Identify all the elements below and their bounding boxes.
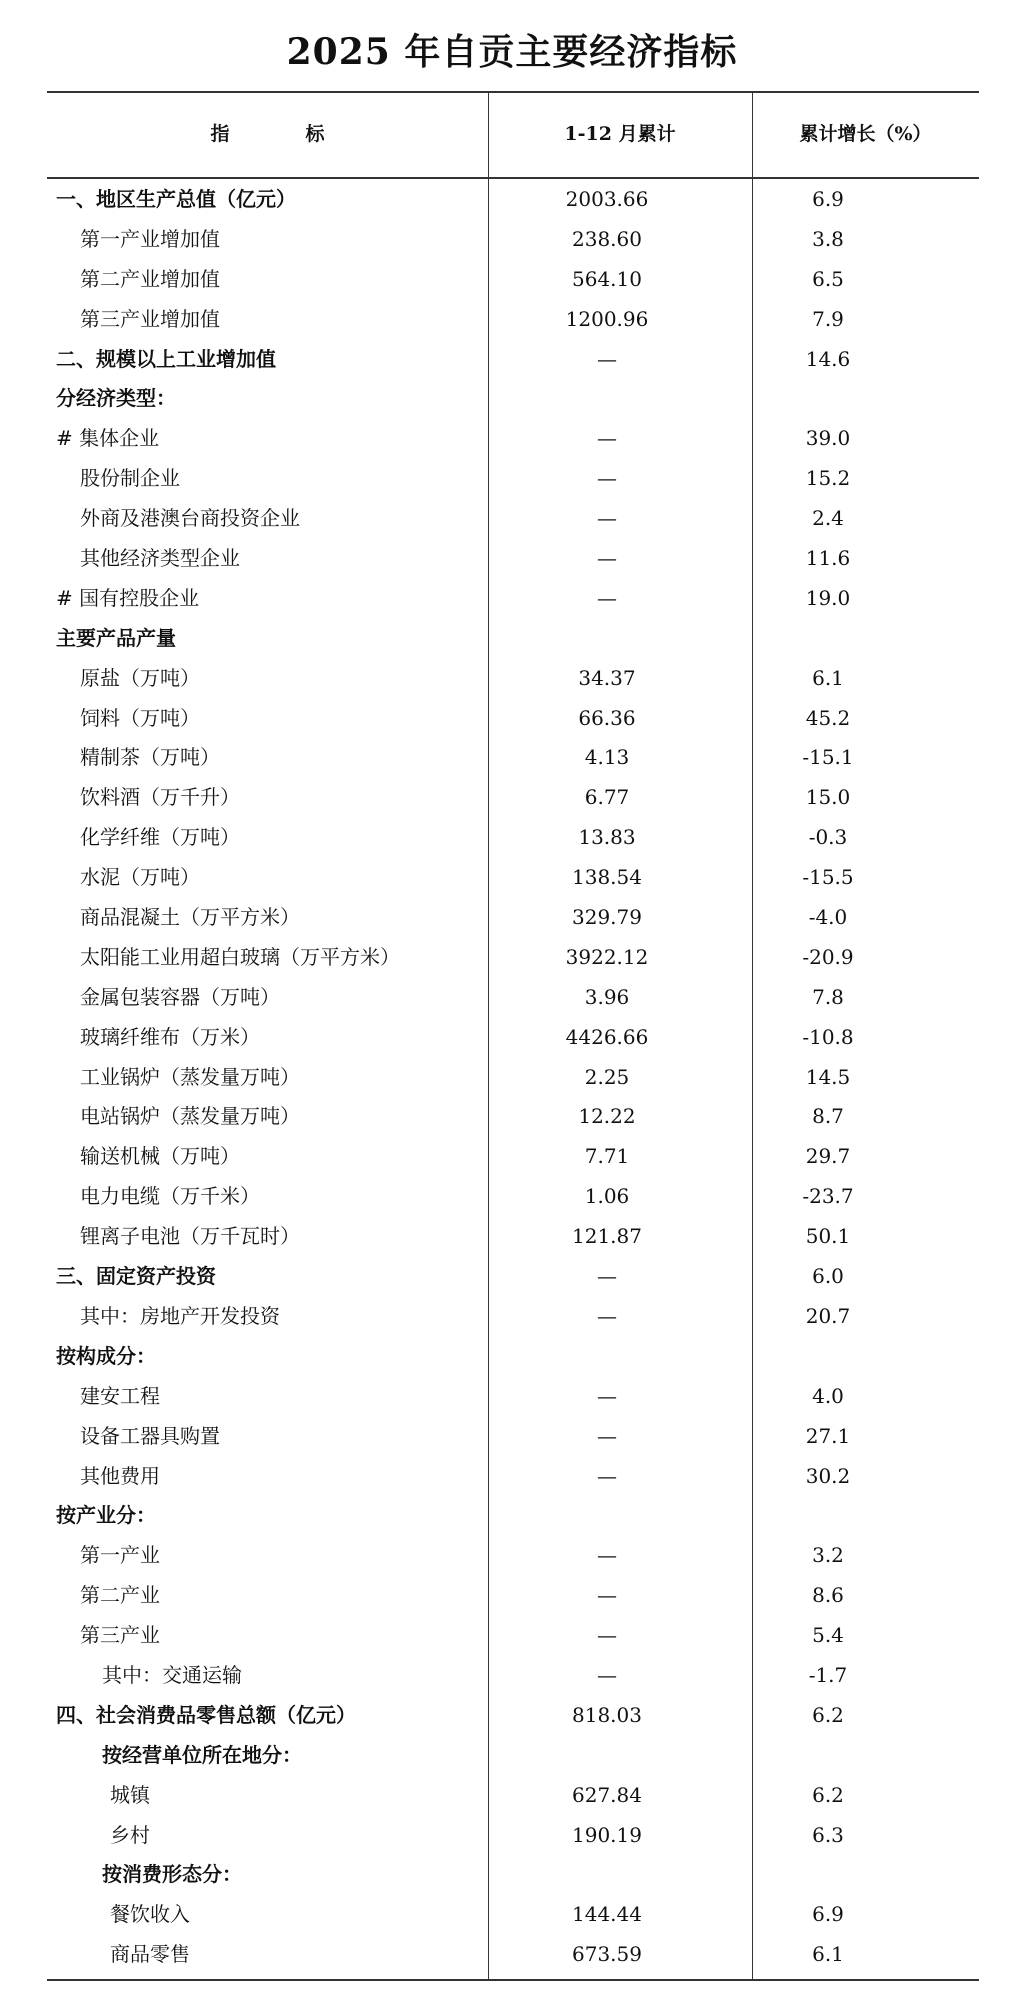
indicator-name: 电力电缆（万千米） xyxy=(80,1184,260,1209)
growth-value: 7.8 xyxy=(812,984,844,1009)
table-row xyxy=(47,659,979,699)
table-row xyxy=(47,1536,979,1576)
cumulative-value: — xyxy=(597,1383,617,1408)
cumulative-value: — xyxy=(597,346,617,371)
indicator-name: 商品零售 xyxy=(110,1942,190,1967)
growth-value xyxy=(753,379,903,419)
table-row xyxy=(47,1377,979,1417)
growth-value: -20.9 xyxy=(802,944,854,969)
indicator-name: 按产业分： xyxy=(56,1503,156,1528)
growth-value: 5.4 xyxy=(812,1623,844,1648)
table-row xyxy=(47,1935,979,1975)
growth-value xyxy=(753,1736,903,1776)
table-row xyxy=(47,978,979,1018)
indicator-name: 化学纤维（万吨） xyxy=(80,825,240,850)
page-title: 2025 年自贡主要经济指标 xyxy=(286,31,738,73)
table-row xyxy=(47,459,979,499)
table-row xyxy=(47,619,979,659)
growth-value: -4.0 xyxy=(808,905,848,930)
header-cumulative: 1-12 月累计 xyxy=(564,123,676,145)
growth-value: 6.1 xyxy=(812,1942,844,1967)
indicator-name: 股份制企业 xyxy=(80,466,180,491)
cumulative-value: 190.19 xyxy=(572,1822,642,1847)
growth-value: 6.9 xyxy=(812,187,844,211)
growth-value: -23.7 xyxy=(802,1184,854,1209)
cumulative-value: 13.83 xyxy=(578,825,636,850)
table-row xyxy=(47,1855,979,1895)
table-row xyxy=(47,1217,979,1257)
growth-value: 50.1 xyxy=(805,1224,851,1249)
growth-value: 8.6 xyxy=(812,1583,844,1608)
indicator-name: 输送机械（万吨） xyxy=(80,1144,240,1169)
cumulative-value xyxy=(487,1496,727,1536)
indicator-name: 其中：房地产开发投资 xyxy=(80,1303,280,1328)
cumulative-value: 4426.66 xyxy=(565,1024,649,1049)
growth-value: 6.9 xyxy=(812,1902,844,1927)
table-row xyxy=(47,1097,979,1137)
growth-value: 15.2 xyxy=(805,466,851,491)
cumulative-value: — xyxy=(597,1303,617,1328)
indicator-name: 分经济类型： xyxy=(56,386,176,411)
table-row xyxy=(47,699,979,739)
cumulative-value: 144.44 xyxy=(572,1902,642,1927)
growth-value: 4.0 xyxy=(812,1383,844,1408)
indicator-name: 工业锅炉（蒸发量万吨） xyxy=(80,1064,300,1089)
cumulative-value: — xyxy=(597,1264,617,1289)
cumulative-value: 1200.96 xyxy=(565,306,649,331)
cumulative-value xyxy=(487,379,727,419)
growth-value: 15.0 xyxy=(805,785,851,810)
indicator-name: 原盐（万吨） xyxy=(80,665,200,690)
table-row xyxy=(47,1058,979,1098)
indicator-name: 建安工程 xyxy=(80,1383,160,1408)
cumulative-value: 12.22 xyxy=(578,1104,636,1129)
table-row xyxy=(47,1457,979,1497)
indicator-name: 乡村 xyxy=(110,1822,150,1847)
table-row xyxy=(47,1257,979,1297)
growth-value: 39.0 xyxy=(805,426,851,451)
indicator-name: # 国有控股企业 xyxy=(56,585,200,610)
growth-value: 6.2 xyxy=(812,1702,844,1727)
cumulative-value xyxy=(487,1855,727,1895)
table-row xyxy=(47,579,979,619)
indicator-name: 其中：交通运输 xyxy=(102,1662,242,1687)
indicator-name: 饮料酒（万千升） xyxy=(80,785,240,810)
cumulative-value: 34.37 xyxy=(578,665,636,690)
cumulative-value: 1.06 xyxy=(584,1184,630,1209)
indicator-name: 第三产业增加值 xyxy=(80,306,220,331)
indicator-name: 按消费形态分： xyxy=(102,1862,242,1887)
indicator-name: 餐饮收入 xyxy=(110,1902,190,1927)
growth-value xyxy=(753,1496,903,1536)
indicator-name: 其他经济类型企业 xyxy=(80,546,240,571)
cumulative-value: 3.96 xyxy=(584,984,630,1009)
indicator-name: 主要产品产量 xyxy=(56,625,176,650)
indicator-name: 精制茶（万吨） xyxy=(80,745,220,770)
table-row xyxy=(47,1616,979,1656)
indicator-name: 第二产业增加值 xyxy=(80,266,220,291)
growth-value: 14.6 xyxy=(805,346,851,371)
indicator-name: 第一产业增加值 xyxy=(80,226,220,251)
indicator-name: 商品混凝土（万平方米） xyxy=(80,905,300,930)
indicator-name: 第三产业 xyxy=(80,1623,160,1648)
growth-value: 19.0 xyxy=(805,585,851,610)
indicator-name: 电站锅炉（蒸发量万吨） xyxy=(80,1104,300,1129)
cumulative-value: — xyxy=(597,585,617,610)
indicator-name: 水泥（万吨） xyxy=(80,865,200,890)
cumulative-value: — xyxy=(597,546,617,571)
indicator-name: 三、固定资产投资 xyxy=(56,1264,216,1289)
table-row xyxy=(47,340,979,380)
indicator-name: 一、地区生产总值（亿元） xyxy=(56,187,296,211)
indicator-name: 饲料（万吨） xyxy=(80,705,200,730)
cumulative-value: — xyxy=(597,1623,617,1648)
growth-value: 11.6 xyxy=(805,546,851,571)
growth-value: -0.3 xyxy=(808,825,848,850)
cumulative-value xyxy=(487,619,727,659)
growth-value: 29.7 xyxy=(805,1144,851,1169)
table-row xyxy=(47,1337,979,1377)
growth-value: 6.0 xyxy=(812,1264,844,1289)
indicator-name: 外商及港澳台商投资企业 xyxy=(80,506,300,531)
cumulative-value: 238.60 xyxy=(572,226,642,251)
growth-value: -15.5 xyxy=(802,865,854,890)
growth-value: 6.2 xyxy=(812,1782,844,1807)
cumulative-value: — xyxy=(597,1543,617,1568)
cumulative-value: — xyxy=(597,1662,617,1687)
cumulative-value: 627.84 xyxy=(572,1782,642,1807)
growth-value: 6.3 xyxy=(812,1822,844,1847)
growth-value xyxy=(753,619,903,659)
cumulative-value: 329.79 xyxy=(572,905,642,930)
indicator-name: 二、规模以上工业增加值 xyxy=(56,346,276,371)
indicator-name: 其他费用 xyxy=(80,1463,160,1488)
table-row xyxy=(47,1816,979,1856)
table-row xyxy=(47,818,979,858)
cumulative-value: — xyxy=(597,1463,617,1488)
cumulative-value: 7.71 xyxy=(584,1144,630,1169)
table-row xyxy=(47,419,979,459)
table-row xyxy=(47,738,979,778)
growth-value: -15.1 xyxy=(802,745,854,770)
cumulative-value: — xyxy=(597,426,617,451)
growth-value: 14.5 xyxy=(805,1064,851,1089)
cumulative-value: 138.54 xyxy=(572,865,642,890)
growth-value: 20.7 xyxy=(805,1303,851,1328)
table-row xyxy=(47,260,979,300)
growth-value: 6.1 xyxy=(812,665,844,690)
indicator-name: # 集体企业 xyxy=(56,426,160,451)
header-indicator: 指 标 xyxy=(210,123,325,145)
table-row xyxy=(47,180,979,220)
growth-value: 30.2 xyxy=(805,1463,851,1488)
growth-value: 2.4 xyxy=(812,506,844,531)
growth-value: 6.5 xyxy=(812,266,844,291)
indicator-name: 第二产业 xyxy=(80,1583,160,1608)
table-row xyxy=(47,1137,979,1177)
table-row xyxy=(47,1776,979,1816)
growth-value: 45.2 xyxy=(805,705,851,730)
indicator-name: 四、社会消费品零售总额（亿元） xyxy=(56,1702,356,1727)
growth-value: 8.7 xyxy=(812,1104,844,1129)
cumulative-value: 4.13 xyxy=(584,745,630,770)
indicator-name: 第一产业 xyxy=(80,1543,160,1568)
indicator-name: 金属包装容器（万吨） xyxy=(80,984,280,1009)
table-row xyxy=(47,1576,979,1616)
growth-value: 3.2 xyxy=(812,1543,844,1568)
cumulative-value: — xyxy=(597,1583,617,1608)
cumulative-value: 2003.66 xyxy=(565,187,649,211)
cumulative-value xyxy=(487,1337,727,1377)
indicator-name: 按构成分： xyxy=(56,1343,156,1368)
indicator-name: 按经营单位所在地分： xyxy=(102,1742,302,1767)
indicator-name: 锂离子电池（万千瓦时） xyxy=(80,1224,300,1249)
cumulative-value: — xyxy=(597,466,617,491)
table-row xyxy=(47,300,979,340)
cumulative-value: — xyxy=(597,506,617,531)
growth-value xyxy=(753,1337,903,1377)
growth-value xyxy=(753,1855,903,1895)
table-row xyxy=(47,898,979,938)
cumulative-value: 2.25 xyxy=(584,1064,630,1089)
cumulative-value: 66.36 xyxy=(578,705,636,730)
table-row xyxy=(47,539,979,579)
table-row xyxy=(47,379,979,419)
growth-value: 7.9 xyxy=(812,306,844,331)
cumulative-value: 564.10 xyxy=(572,266,642,291)
indicator-table xyxy=(47,180,979,1975)
cumulative-value: 121.87 xyxy=(572,1224,642,1249)
table-row xyxy=(47,1656,979,1696)
header-growth: 累计增长（%） xyxy=(799,123,932,145)
indicator-name: 设备工器具购置 xyxy=(80,1423,220,1448)
indicator-name: 城镇 xyxy=(110,1782,150,1807)
cumulative-value: 673.59 xyxy=(572,1942,642,1967)
table-row xyxy=(47,1895,979,1935)
table-row xyxy=(47,778,979,818)
table-row xyxy=(47,1496,979,1536)
table-row xyxy=(47,1736,979,1776)
growth-value: -10.8 xyxy=(802,1024,854,1049)
indicator-name: 玻璃纤维布（万米） xyxy=(80,1024,260,1049)
table-row xyxy=(47,1297,979,1337)
growth-value: -1.7 xyxy=(808,1662,848,1687)
growth-value: 3.8 xyxy=(812,226,844,251)
table-row xyxy=(47,1417,979,1457)
table-row xyxy=(47,499,979,539)
cumulative-value: — xyxy=(597,1423,617,1448)
table-row xyxy=(47,858,979,898)
cumulative-value: 3922.12 xyxy=(565,944,649,969)
header-rule xyxy=(47,177,979,179)
cumulative-value xyxy=(487,1736,727,1776)
indicator-name: 太阳能工业用超白玻璃（万平方米） xyxy=(80,944,400,969)
cumulative-value: 818.03 xyxy=(572,1702,642,1727)
growth-value: 27.1 xyxy=(805,1423,851,1448)
table-row xyxy=(47,220,979,260)
table-row xyxy=(47,1177,979,1217)
cumulative-value: 6.77 xyxy=(584,785,630,810)
table-row xyxy=(47,938,979,978)
table-row xyxy=(47,1018,979,1058)
table-row xyxy=(47,1696,979,1736)
bottom-rule xyxy=(47,1979,979,1981)
